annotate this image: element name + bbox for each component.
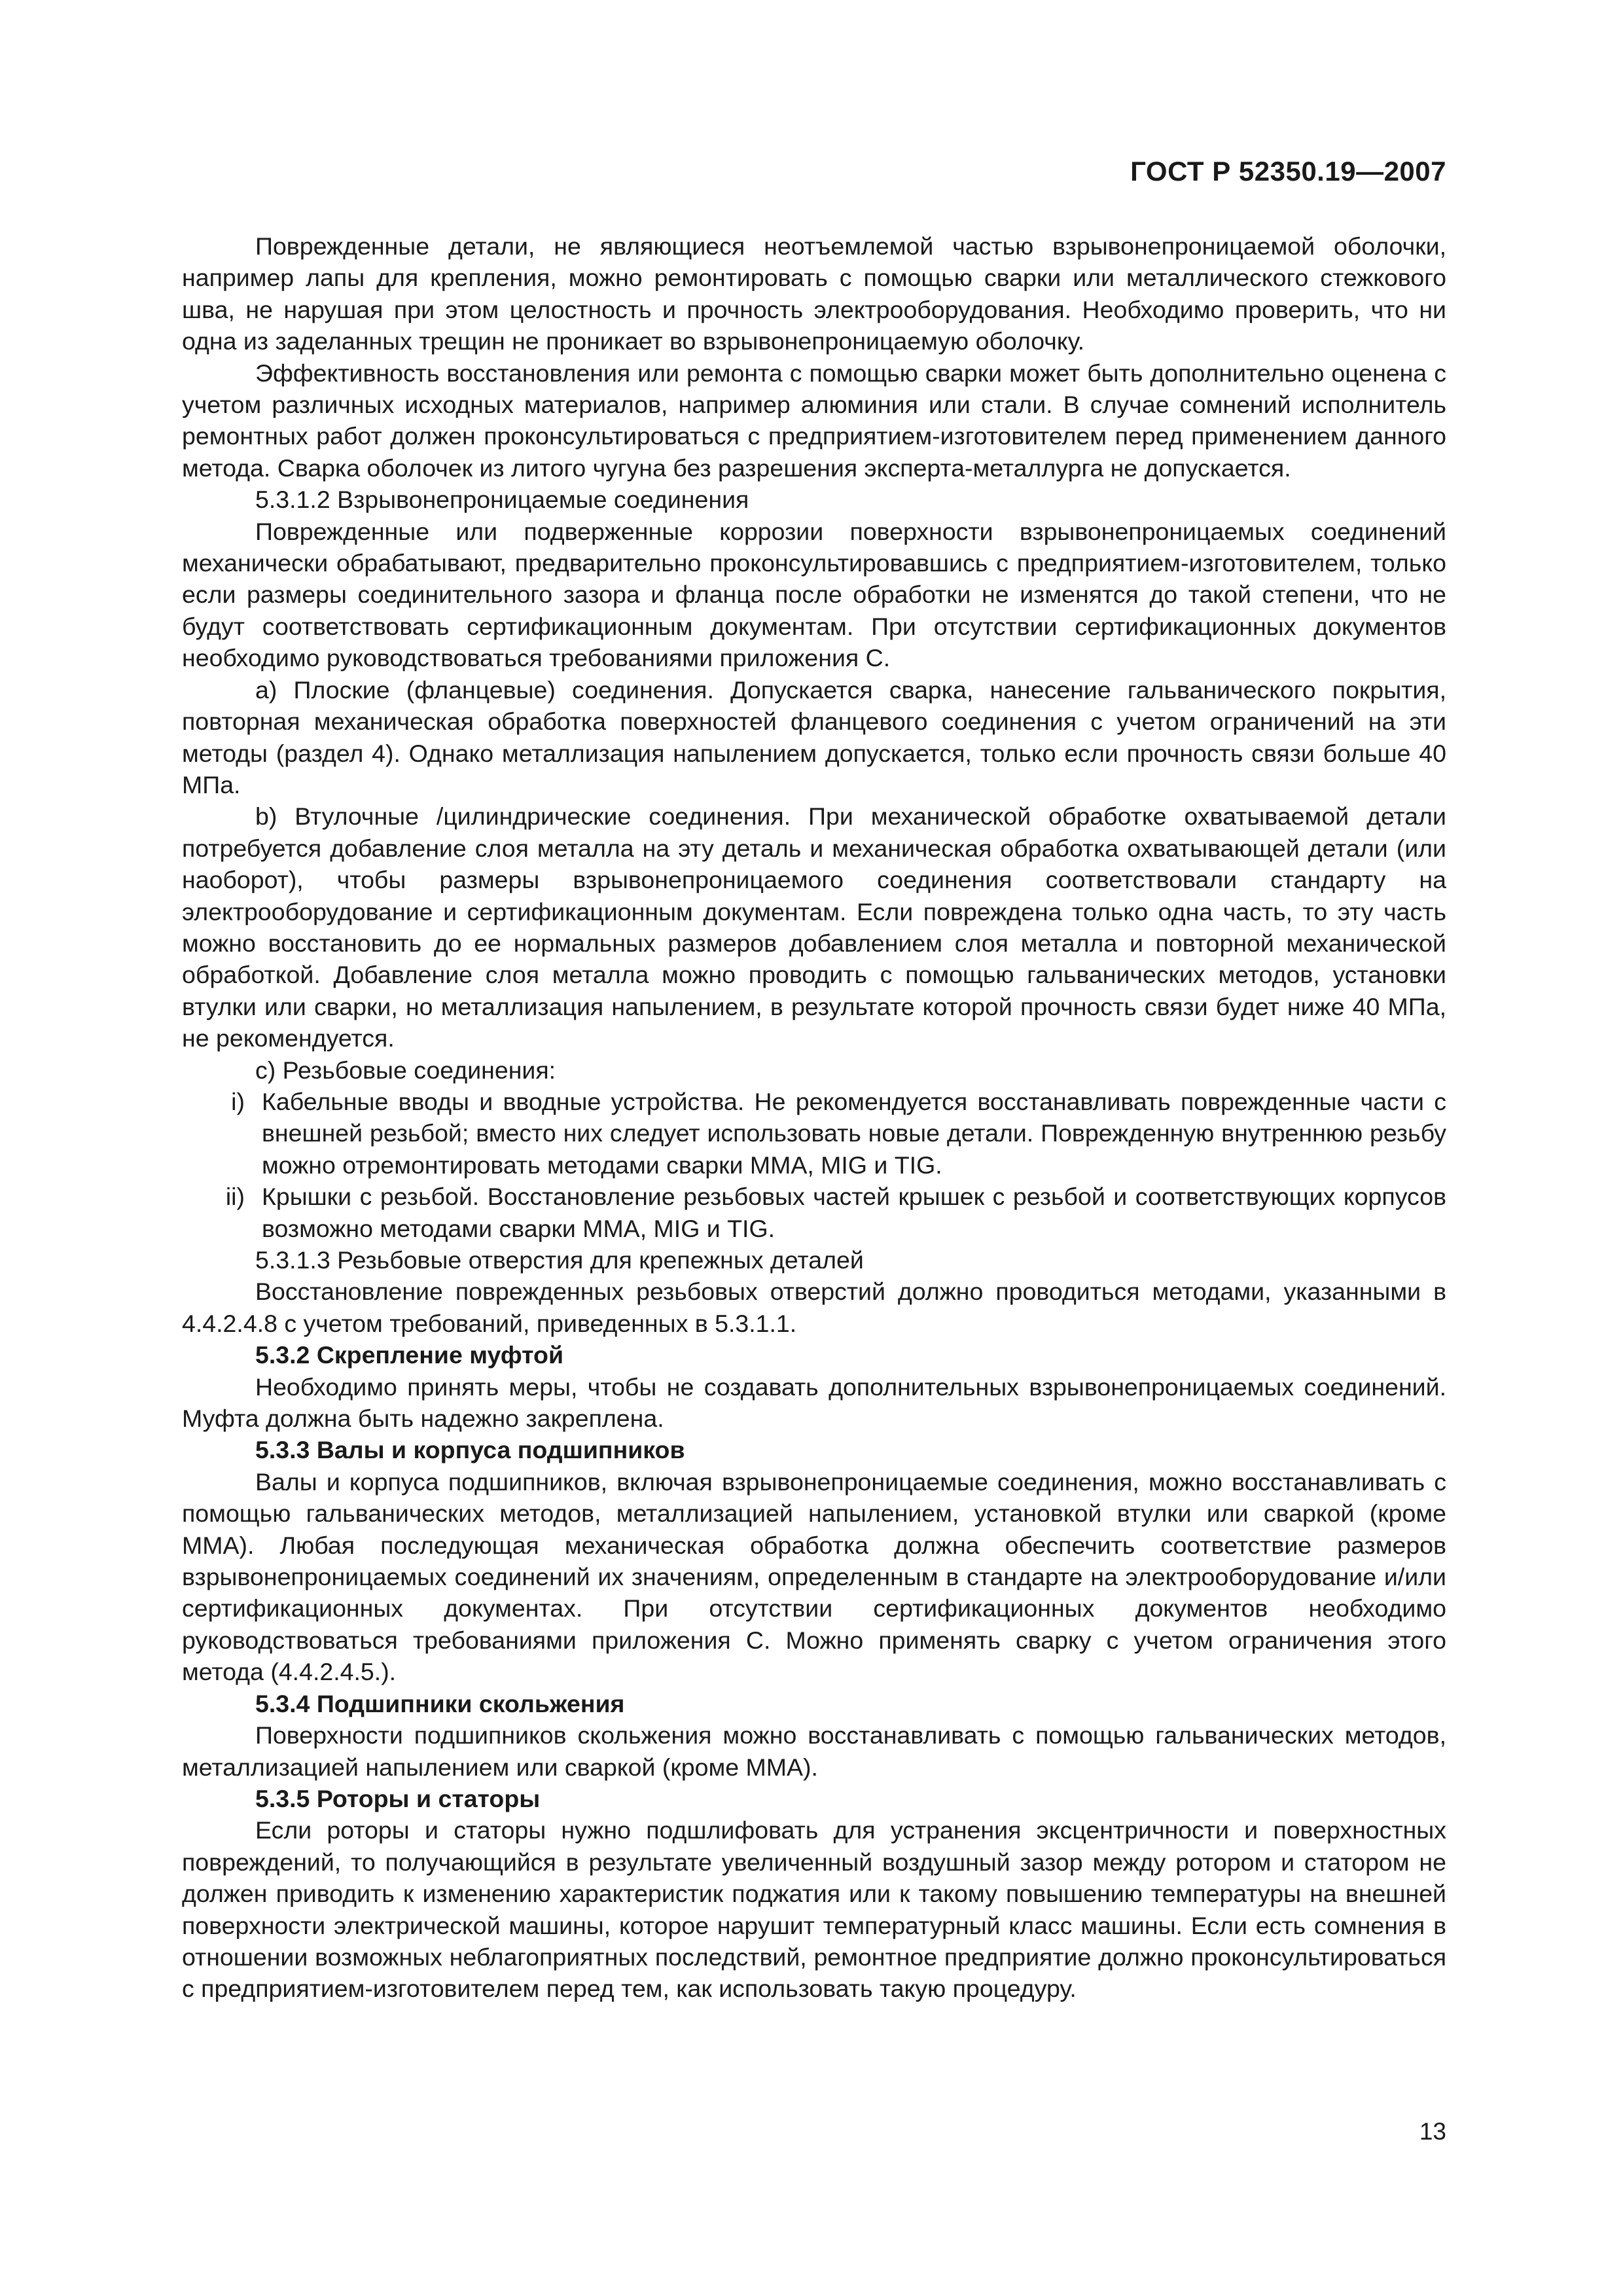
section-heading: 5.3.5 Роторы и статоры <box>255 1784 541 1812</box>
page-body <box>182 230 1446 2005</box>
standard-id-header: ГОСТ Р 52350.19—2007 <box>1130 156 1446 187</box>
paragraph: Эффективность восстановления или ремонта с помощью сварки может быть дополнительно оценена с учетом различных исходных материалов, например алюминия или стали. В случае сомнений исполнитель ремонтных работ должен проконсультироваться с предприятием-изготовителем перед применением данного метода. Сварка оболочек из литого чугуна без разрешения эксперта-металлурга не допускается. <box>182 359 1446 482</box>
list-item: b) Втулочные /цилиндрические соединения. При механической обработке охватываемой детали потребуется добавление слоя металла на эту деталь и механическая обработка охватывающей детали (или наоборот), чтобы размеры взрывонепроницаемого соединения соответствовали стандарту на электрооборудование и сертификационным документам. Если повреждена только одна часть, то эту часть можно восстановить до ее нормальных размеров добавлением слоя металла и повторной механической обработкой. Добавление слоя металла можно проводить с помощью гальванических методов, установки втулки или сварки, но металлизация напылением, в результате которой прочность связи будет ниже 40 МПа, не рекомендуется. <box>182 802 1446 1052</box>
list-item: c) Резьбовые соединения: <box>255 1056 556 1084</box>
paragraph: Поверхности подшипников скольжения можно восстанавливать с помощью гальванических методов, металлизацией напылением или сваркой (кроме ММА). <box>182 1721 1446 1781</box>
sub-list-marker: i) <box>231 1087 245 1115</box>
paragraph: Необходимо принять меры, чтобы не создавать дополнительных взрывонепроницаемых соединений. Муфта должна быть надежно закреплена. <box>182 1372 1446 1433</box>
paragraph: Поврежденные или подверженные коррозии поверхности взрывонепроницаемых соединений механически обрабатывают, предварительно проконсультировавшись с предприятием-изготовителем, только если размеры соединительного зазора и фланца после обработки не изменятся до такой степени, что не будут соответствовать сертификационным документам. При отсутствии сертификационных документов необходимо руководствоваться требованиями приложения С. <box>182 517 1446 672</box>
section-heading: 5.3.2 Скрепление муфтой <box>255 1341 564 1369</box>
sub-list-item <box>182 1181 1446 1244</box>
paragraph: Если роторы и статоры нужно подшлифовать для устранения эксцентричности и поверхностных повреждений, то получающийся в результате увеличенный воздушный зазор между ротором и статором не должен приводить к изменению характеристик поджатия или к такому повышению температуры на внешней поверхности электрической машины, которое нарушит температурный класс машины. Если есть сомнения в отношении возможных неблагоприятных последствий, ремонтное предприятие должно проконсультироваться с предприятием-изготовителем перед тем, как использовать такую процедуру. <box>182 1816 1446 2003</box>
subsection-heading: 5.3.1.2 Взрывонепроницаемые соединения <box>255 486 749 514</box>
paragraph: Восстановление поврежденных резьбовых отверстий должно проводиться методами, указанными в 4.4.2.4.8 с учетом требований, приведенных в 5.3.1.1. <box>182 1278 1446 1337</box>
page-number: 13 <box>1419 2118 1446 2145</box>
list-item: a) Плоские (фланцевые) соединения. Допускается сварка, нанесение гальванического покрытия, повторная механическая обработка поверхностей фланцевого соединения с учетом ограничений на эти методы (раздел 4). Однако металлизация напылением допускается, только если прочность связи больше 40 МПа. <box>182 675 1446 798</box>
subsection-heading: 5.3.1.3 Резьбовые отверстия для крепежных деталей <box>255 1246 864 1274</box>
paragraph: Валы и корпуса подшипников, включая взрывонепроницаемые соединения, можно восстанавливать с помощью гальванических методов, металлизацией напылением, установкой втулки или сваркой (кроме ММА). Любая последующая механическая обработка должна обеспечить соответствие размеров взрывонепроницаемых соединений их значениям, определенным в стандарте на электрооборудование и/или сертификационных документах. При отсутствии сертификационных документов необходимо руководствоваться требованиями приложения С. Можно применять сварку с учетом ограничения этого метода (4.4.2.4.5.). <box>182 1467 1446 1686</box>
sub-list-marker: ii) <box>225 1183 245 1211</box>
paragraph: Поврежденные детали, не являющиеся неотъемлемой частью взрывонепроницаемой оболочки, например лапы для крепления, можно ремонтировать с помощью сварки или металлического стежкового шва, не нарушая при этом целостность и прочность электрооборудования. Необходимо проверить, что ни одна из заделанных трещин не проникает во взрывонепроницаемую оболочку. <box>182 232 1446 355</box>
sub-list-item <box>182 1086 1446 1181</box>
section-heading: 5.3.3 Валы и корпуса подшипников <box>255 1436 685 1464</box>
section-heading: 5.3.4 Подшипники скольжения <box>255 1689 625 1717</box>
sub-list-text: Кабельные вводы и вводные устройства. Не рекомендуется восстанавливать поврежденные части с внешней резьбой; вместо них следует использовать новые детали. Поврежденную внутреннюю резьбу можно отремонтировать методами сварки ММА, MIG и TIG. <box>262 1087 1446 1179</box>
sub-list-text: Крышки с резьбой. Восстановление резьбовых частей крышек с резьбой и соответствующих корпусов возможно методами сварки ММА, MIG и TIG. <box>262 1183 1446 1242</box>
